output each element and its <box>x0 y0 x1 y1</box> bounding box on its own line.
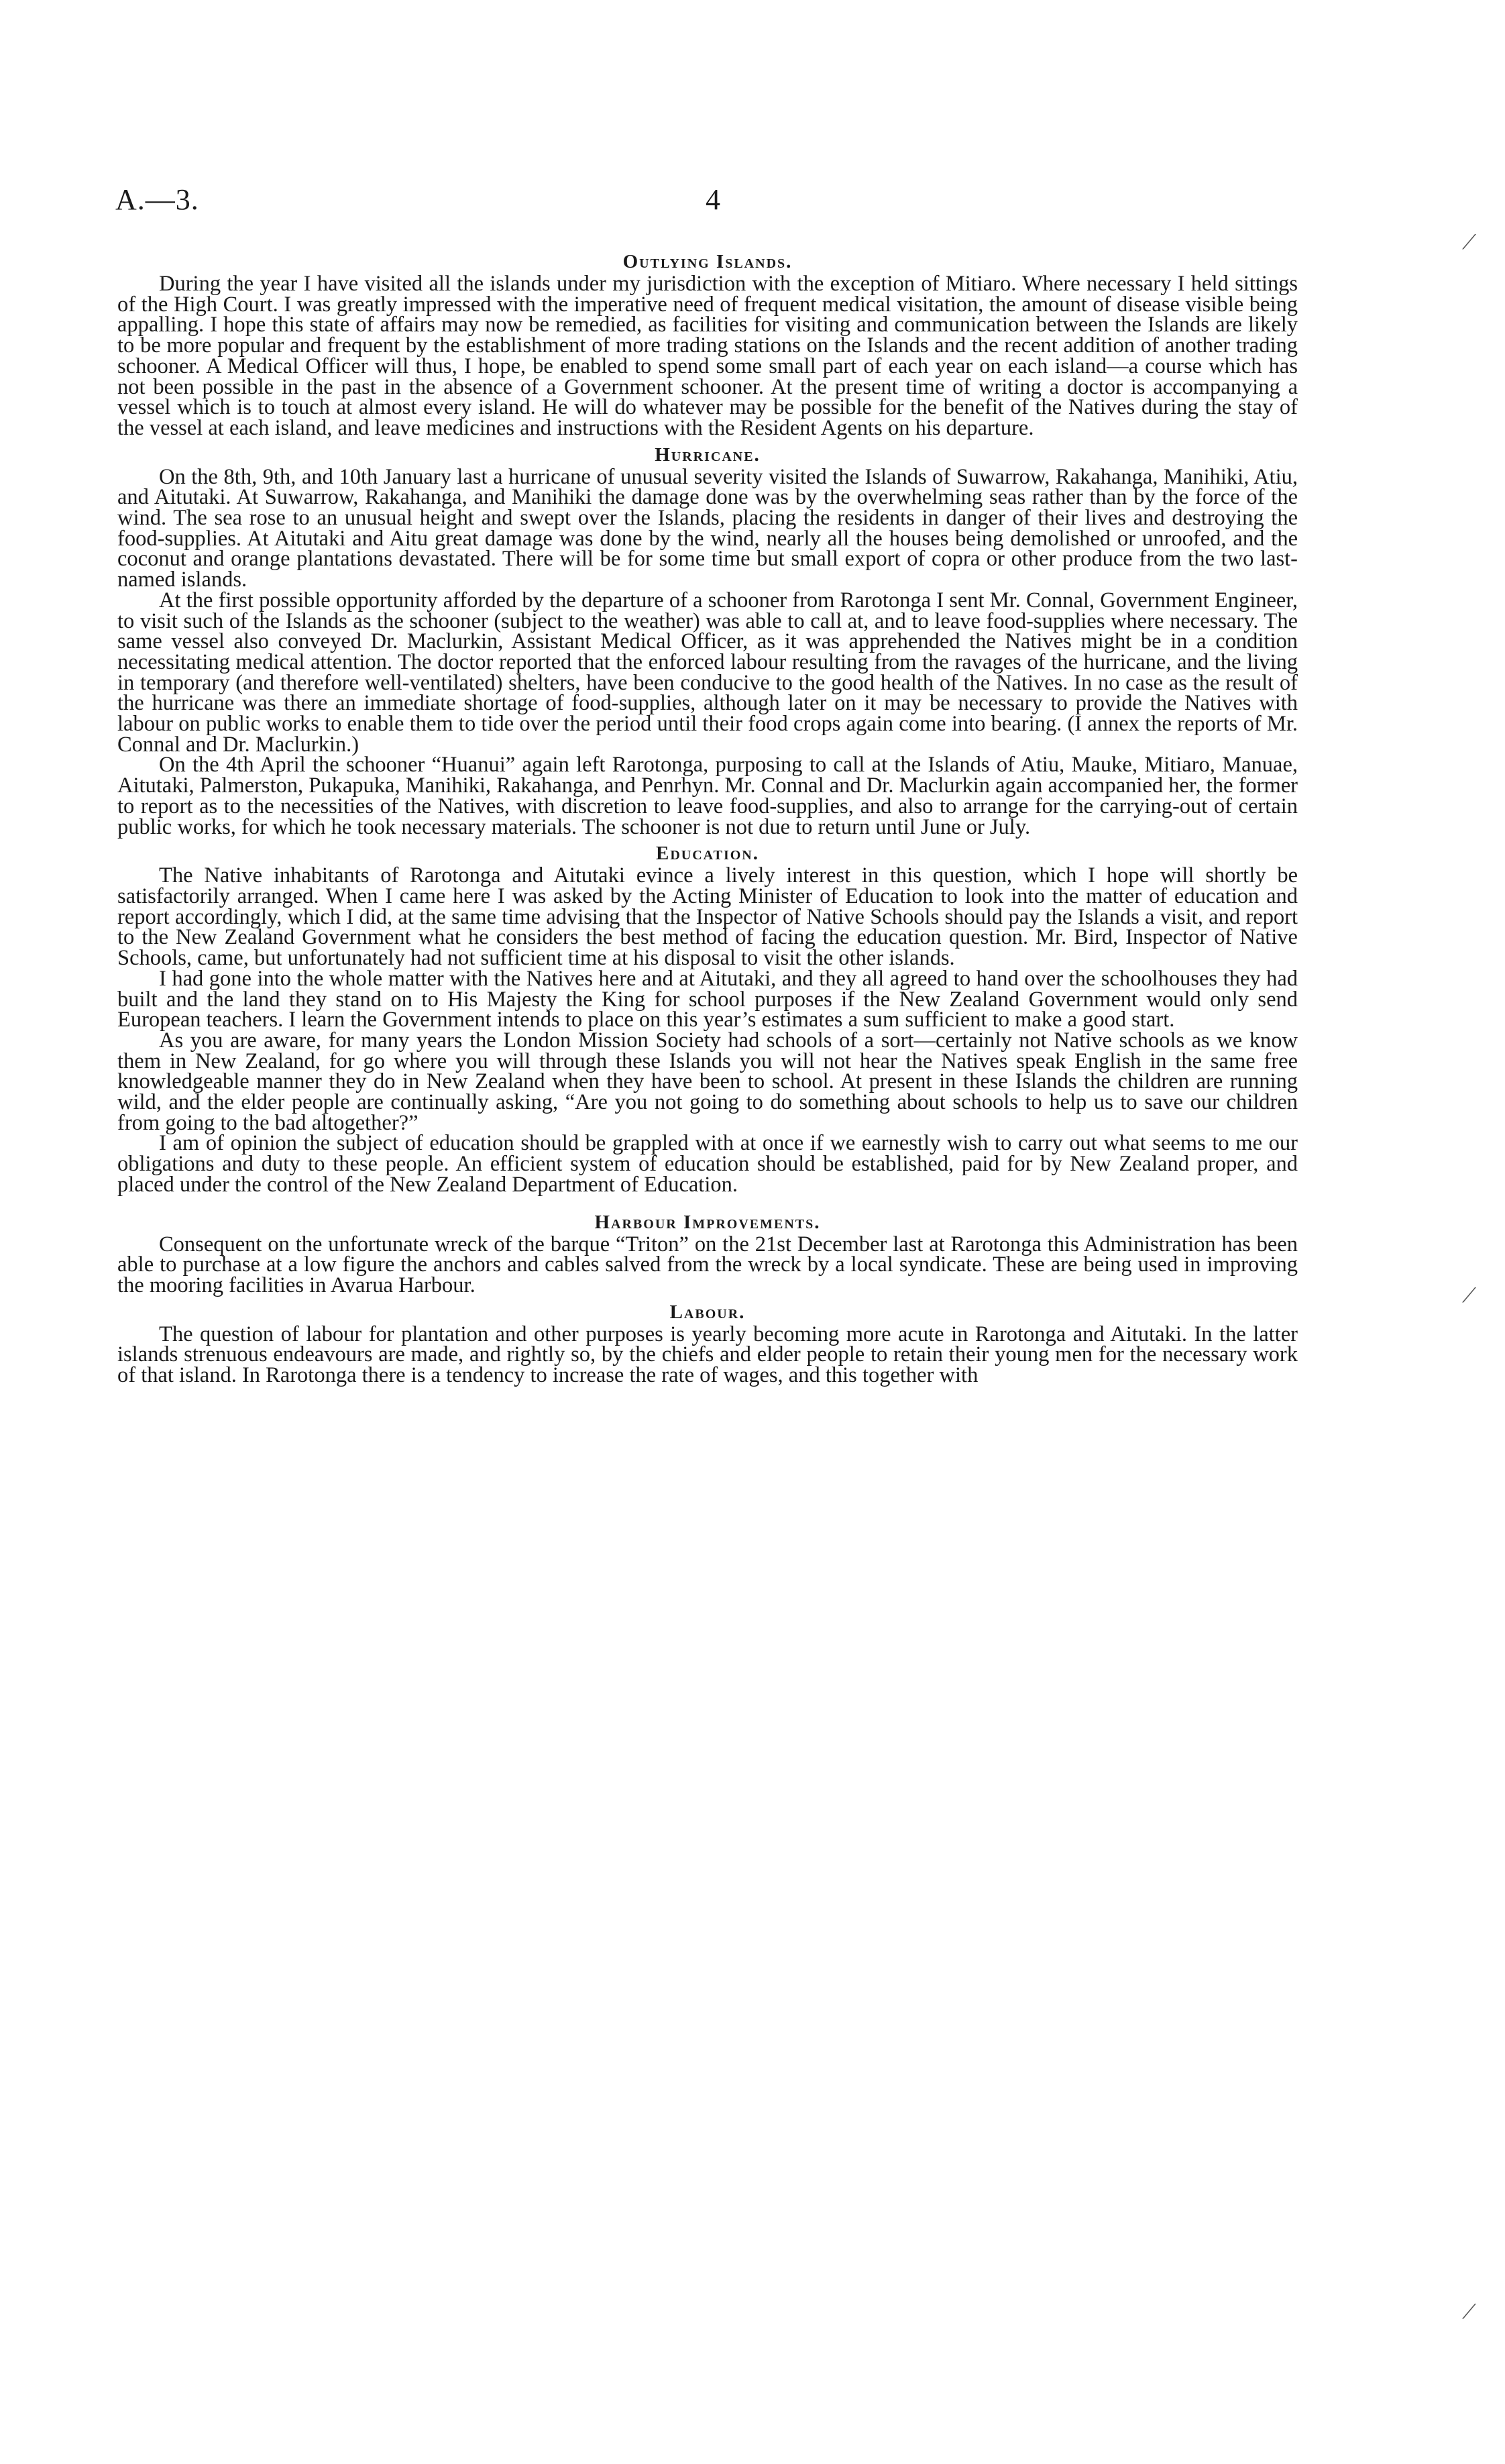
paragraph: I am of opinion the subject of education should be grappled with at once if we earnestly wish to carry out what seems to me our obligations and duty to these people. An efficient system of education should be established, paid for by New Zealand proper, and placed under the control of the New Zealand Department of Education. <box>117 1131 1298 1197</box>
paragraph: Consequent on the unfortunate wreck of the barque “Triton” on the 21st December last at Rarotonga this Administration has been able to purchase at a low figure the anchors and cables salved from the wreck by a local syndicate. These are being used in improving the mooring facilities in Avarua Harbour. <box>117 1232 1298 1297</box>
paragraph: The Native inhabitants of Rarotonga and Aitutaki evince a lively interest in this question, which I hope will shortly be satisfactorily arranged. When I came here I was asked by the Acting Minister of Education to look into the matter of education and report accordingly, which I did, at the same time advising that the Inspector of Native Schools should pay the Islands a visit, and report to the New Zealand Government what he considers the best method of facing the education question. Mr. Bird, Inspector of Native Schools, came, but unfortunately had not sufficient time at his disposal to visit the other islands. <box>117 863 1298 971</box>
paragraph: At the first possible opportunity afforded by the departure of a schooner from Rarotonga I sent Mr. Connal, Government Engineer, to visit such of the Islands as the schooner (subject to the weather) was able to call at, and to leave food-supplies where necessary. The same vessel also conveyed Dr. Maclurkin, Assistant Medical Officer, as it was apprehended the Natives might be in a condition necessitating medical attention. The doctor reported that the enforced labour resulting from the ravages of the hurricane, and the living in temporary (and therefore well-ventilated) shelters, have been conducive to the good health of the Natives. In no case as the result of the hurricane was there an immediate shortage of food-supplies, although later on it may be necessary to provide the Natives with labour on public works to enable them to tide over the period until their food crops again come into bearing. (I annex the reports of Mr. Connal and Dr. Maclurkin.) <box>117 588 1298 757</box>
paragraph: On the 4th April the schooner “Huanui” again left Rarotonga, purposing to call at the Islands of Atiu, Mauke, Mitiaro, Manuae, Aitutaki, Palmerston, Pukapuka, Manihiki, Rakahanga, and Penrhyn. Mr. Connal and Dr. Maclurkin again accompanied her, the former to report as to the necessities of the Natives, with discretion to leave food-supplies, and also to arrange for the carrying-out of certain public works, for which he took necessary materials. The schooner is not due to return until June or July. <box>117 753 1298 839</box>
document-reference: A.—3. <box>115 183 199 216</box>
section-harbour-improvements <box>117 1210 1298 1296</box>
section-education <box>117 841 1298 1195</box>
page-number: 4 <box>706 183 720 216</box>
section-outlying-islands <box>117 250 1298 439</box>
paragraph: On the 8th, 9th, and 10th January last a hurricane of unusual severity visited the Islands of Suwarrow, Rakahanga, Manihiki, Atiu, and Aitutaki. At Suwarrow, Rakahanga, and Manihiki the damage done was by the overwhelming seas rather than by the force of the wind. The sea rose to an unusual height and swept over the Islands, placing the residents in danger of their lives and destroying the food-supplies. At Aitutaki and Aitu great damage was done by the wind, nearly all the houses being demolished or unroofed, and the coconut and orange plantations devastated. There will be for some time but small export of copra or other produce from the two last-named islands. <box>117 464 1298 592</box>
paragraph: The question of labour for plantation and other purposes is yearly becoming more acute in Rarotonga and Aitutaki. In the latter islands strenuous endeavours are made, and rightly so, by the chiefs and elder people to retain their young men for the necessary work of that island. In Rarotonga there is a tendency to increase the rate of wages, and this together with <box>117 1322 1298 1388</box>
margin-pencil-mark: ⟋ <box>1462 231 1476 254</box>
margin-pencil-mark: ⟋ <box>1462 1285 1476 1307</box>
paragraph: I had gone into the whole matter with the Natives here and at Aitutaki, and they all agreed to hand over the schoolhouses they had built and the land they stand on to His Majesty the King for school purposes if the New Zealand Government would only send European teachers. I learn the Government intends to place on this year’s estimates a sum sufficient to make a good start. <box>117 966 1298 1032</box>
paragraph: During the year I have visited all the islands under my jurisdiction with the exception of Mitiaro. Where necessary I held sittings of the High Court. I was greatly impressed with the imperative need of frequent medical visitation, the amount of disease visible being appalling. I hope this state of affairs may now be remedied, as facilities for visiting and communication between the Islands are likely to be more popular and frequent by the establishment of more trading stations on the Islands and the recent addition of another trading schooner. A Medical Officer will thus, I hope, be enabled to spend some small part of each year on each island—a course which has not been possible in the past in the absence of a Government schooner. At the present time of writing a doctor is accompanying a vessel which is to touch at almost every island. He will do whatever may be possible for the benefit of the Natives during the stay of the vessel at each island, and leave medicines and instructions with the Resident Agents on his departure. <box>117 272 1298 440</box>
section-heading: Education. <box>655 843 759 865</box>
section-heading: Hurricane. <box>655 443 761 466</box>
margin-pencil-mark: ⟋ <box>1462 2301 1476 2323</box>
document-body <box>117 250 1298 1386</box>
section-labour <box>117 1300 1298 1386</box>
section-heading: Outlying Islands. <box>622 251 793 272</box>
section-hurricane <box>117 443 1298 838</box>
section-heading: Harbour Improvements. <box>594 1211 821 1233</box>
paragraph: As you are aware, for many years the London Mission Society had schools of a sort—certainly not Native schools as we know them in New Zealand, for go where you will through these Islands you will not hear the Natives speak English in the same free knowledgeable manner they do in New Zealand when they have been to school. At present in these Islands the children are running wild, and the elder people are continually asking, “Are you not going to do something about schools to help us to save our children from going to the bad altogether?” <box>117 1028 1298 1135</box>
section-heading: Labour. <box>669 1301 746 1323</box>
